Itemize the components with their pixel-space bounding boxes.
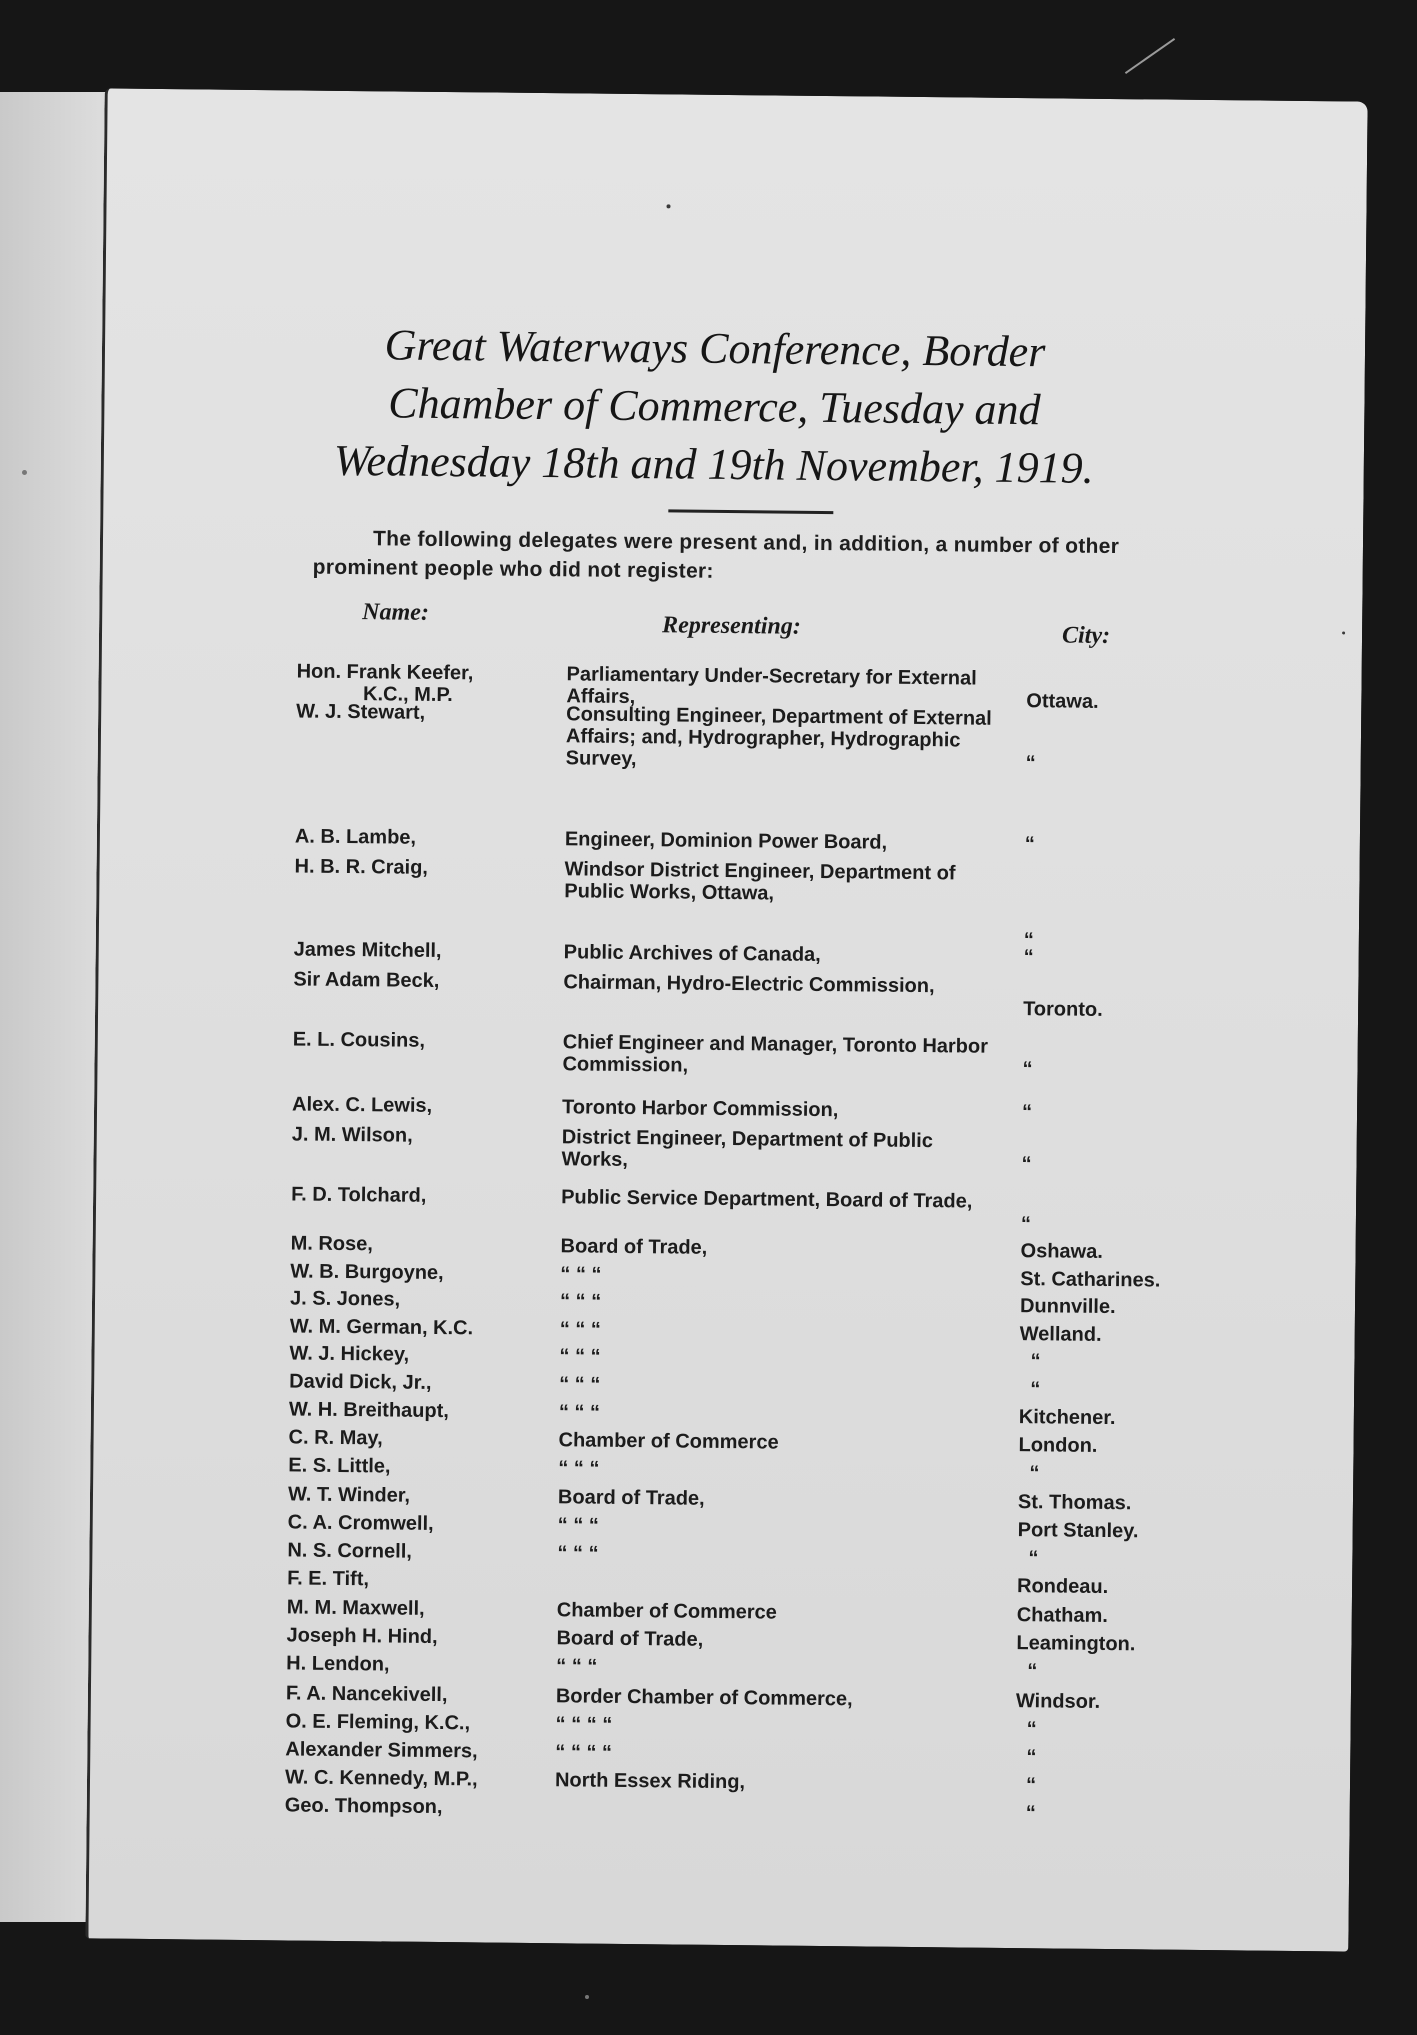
delegate-city: “ bbox=[1022, 1036, 1033, 1081]
delegate-city: “ bbox=[1023, 946, 1034, 969]
delegate-name: M. Rose, bbox=[290, 1232, 373, 1256]
delegate-representing: Chamber of Commerce bbox=[558, 1429, 779, 1454]
delegate-city: “ bbox=[1015, 1746, 1037, 1769]
delegate-representing: “ “ “ “ bbox=[555, 1741, 613, 1764]
delegate-row bbox=[291, 1123, 1212, 1176]
delegate-representing: Public Service Department, Board of Trade, bbox=[561, 1186, 973, 1213]
delegate-representing: Border Chamber of Commerce, bbox=[555, 1685, 853, 1711]
delegate-name: W. J. Hickey, bbox=[289, 1342, 410, 1366]
delegate-name: M. M. Maxwell, bbox=[286, 1596, 425, 1620]
delegate-city: Windsor. bbox=[1015, 1690, 1101, 1713]
delegate-city: St. Catharines. bbox=[1020, 1268, 1161, 1292]
delegate-city: Welland. bbox=[1019, 1323, 1102, 1346]
delegate-name: O. E. Fleming, K.C., bbox=[285, 1710, 471, 1735]
delegate-name: W. T. Winder, bbox=[287, 1483, 411, 1507]
delegate-city: “ bbox=[1018, 1462, 1040, 1485]
delegate-representing: Chief Engineer and Manager, Toronto Harbor Commission, bbox=[562, 1031, 989, 1077]
delegate-city: “ bbox=[1014, 1774, 1037, 1797]
delegate-representing: North Essex Riding, bbox=[554, 1769, 746, 1794]
delegate-representing: Public Archives of Canada, bbox=[563, 941, 821, 966]
delegate-name: J. M. Wilson, bbox=[291, 1123, 413, 1147]
delegate-representing: Board of Trade, bbox=[557, 1486, 705, 1510]
delegate-representing: Board of Trade, bbox=[560, 1235, 708, 1259]
delegate-city: Rondeau. bbox=[1016, 1575, 1109, 1599]
delegate-name: F. E. Tift, bbox=[287, 1567, 370, 1591]
delegate-city: “ bbox=[1019, 1350, 1041, 1373]
delegate-representing: Chamber of Commerce bbox=[556, 1599, 777, 1624]
intro-paragraph: The following delegates were present and, in addition, a number of other prominent people who did not register: bbox=[312, 527, 1120, 583]
delegate-city: “ bbox=[1021, 1131, 1032, 1176]
delegate-name: F. A. Nancekivell, bbox=[285, 1682, 448, 1707]
delegate-city: “ bbox=[1017, 1547, 1039, 1570]
delegate-city: Toronto. bbox=[1023, 976, 1103, 1021]
delegate-name: E. L. Cousins, bbox=[292, 1028, 426, 1052]
delegate-representing bbox=[557, 1570, 987, 1575]
paper-speck bbox=[1342, 631, 1345, 634]
delegate-representing: “ “ “ bbox=[559, 1318, 601, 1341]
delegate-name: Joseph H. Hind, bbox=[286, 1624, 438, 1649]
delegate-representing: Consulting Engineer, Department of External Affairs; and, Hydrographer, Hydrographic Survey, bbox=[565, 703, 992, 771]
delegate-representing: Chairman, Hydro-Electric Commission, bbox=[563, 971, 935, 998]
delegate-row bbox=[287, 1483, 1208, 1515]
delegate-representing: “ “ “ bbox=[557, 1514, 599, 1537]
delegate-name: C. R. May, bbox=[288, 1426, 383, 1450]
delegate-city: “ bbox=[1014, 1802, 1036, 1825]
delegate-name: H. Lendon, bbox=[286, 1652, 390, 1676]
delegate-representing: Board of Trade, bbox=[556, 1627, 704, 1651]
delegate-representing: Windsor District Engineer, Department of Public Works, Ottawa, bbox=[564, 858, 956, 905]
delegate-name: A. B. Lambe, bbox=[294, 825, 417, 849]
delegate-representing: “ “ “ “ bbox=[555, 1713, 613, 1736]
delegate-name: W. C. Kennedy, M.P., bbox=[284, 1766, 478, 1791]
column-header-name: Name: bbox=[362, 599, 430, 626]
delegate-representing: District Engineer, Department of Public Works, bbox=[561, 1126, 934, 1171]
delegate-representing: Toronto Harbor Commission, bbox=[561, 1096, 839, 1122]
delegate-city: Kitchener. bbox=[1018, 1406, 1116, 1430]
film-speck bbox=[22, 470, 27, 475]
delegate-representing: “ “ “ bbox=[558, 1401, 601, 1424]
delegate-city: Port Stanley. bbox=[1017, 1519, 1139, 1543]
delegate-city: “ bbox=[1016, 1660, 1038, 1683]
delegate-representing: “ “ “ bbox=[557, 1542, 599, 1565]
delegate-name: W. J. Stewart, bbox=[296, 700, 426, 724]
delegate-name: James Mitchell, bbox=[293, 938, 442, 963]
delegate-representing: Parliamentary Under-Secretary for External Affairs, bbox=[566, 663, 977, 709]
column-header-representing: Representing: bbox=[661, 612, 801, 640]
delegate-city: “ bbox=[1020, 1191, 1031, 1236]
delegate-name: N. S. Cornell, bbox=[287, 1539, 412, 1563]
delegate-city: “ bbox=[1023, 863, 1034, 952]
document-page bbox=[85, 88, 1367, 1951]
film-scratch bbox=[1125, 38, 1175, 74]
delegate-name: H. B. R. Craig, bbox=[294, 855, 429, 879]
delegate-city: “ bbox=[1015, 1718, 1037, 1741]
delegate-representing: “ “ “ bbox=[556, 1655, 598, 1678]
column-header-city: City: bbox=[1061, 622, 1111, 649]
delegate-row bbox=[294, 825, 1215, 856]
delegate-city: Oshawa. bbox=[1020, 1240, 1103, 1263]
delegate-representing: “ “ “ bbox=[559, 1373, 601, 1396]
delegate-city: Ottawa. bbox=[1026, 668, 1099, 713]
delegate-representing bbox=[555, 1797, 985, 1802]
delegate-name: W. B. Burgoyne, bbox=[290, 1260, 444, 1285]
delegate-row bbox=[291, 1093, 1212, 1124]
film-speck bbox=[585, 1995, 589, 1999]
delegate-city: “ bbox=[1019, 1378, 1041, 1401]
delegate-city: St. Thomas. bbox=[1017, 1491, 1132, 1515]
delegate-row bbox=[286, 1596, 1207, 1628]
document-title: Great Waterways Conference, Border Chamber of Commerce, Tuesday and Wednesday 18th and 19th November, 1919. bbox=[333, 320, 1094, 493]
delegate-city: Chatham. bbox=[1016, 1604, 1109, 1628]
delegate-city: “ bbox=[1025, 708, 1036, 775]
delegate-representing: “ “ “ bbox=[559, 1290, 602, 1313]
delegate-name: Alexander Simmers, bbox=[285, 1738, 478, 1763]
delegate-row bbox=[293, 968, 1214, 1021]
delegate-name: Geo. Thompson, bbox=[284, 1794, 443, 1819]
delegate-representing: “ “ “ bbox=[560, 1263, 602, 1286]
delegate-name: C. A. Cromwell, bbox=[287, 1511, 434, 1535]
delegate-row bbox=[285, 1682, 1206, 1713]
delegate-representing: “ “ “ bbox=[559, 1345, 601, 1368]
delegate-city: “ bbox=[1021, 1101, 1033, 1124]
delegate-name: J. S. Jones, bbox=[289, 1287, 401, 1311]
delegate-name: F. D. Tolchard, bbox=[291, 1183, 427, 1207]
delegate-city: Leamington. bbox=[1016, 1632, 1136, 1656]
title-divider bbox=[668, 509, 833, 514]
delegate-representing: Engineer, Dominion Power Board, bbox=[564, 828, 888, 854]
delegate-city: London. bbox=[1018, 1434, 1098, 1457]
delegate-name: W. M. German, K.C. bbox=[289, 1315, 474, 1340]
delegate-city: “ bbox=[1024, 833, 1035, 856]
delegate-name: Hon. Frank Keefer, K.C., M.P. bbox=[296, 660, 474, 707]
delegate-city: Dunnville. bbox=[1019, 1295, 1116, 1319]
delegate-name: Sir Adam Beck, bbox=[293, 968, 440, 992]
delegate-name: David Dick, Jr., bbox=[289, 1370, 432, 1394]
delegate-name: E. S. Little, bbox=[288, 1454, 391, 1478]
delegate-row bbox=[292, 1028, 1213, 1081]
paper-speck bbox=[666, 204, 670, 208]
delegate-name: W. H. Breithaupt, bbox=[288, 1398, 450, 1423]
delegate-name: Alex. C. Lewis, bbox=[291, 1093, 433, 1117]
delegate-representing: “ “ “ bbox=[558, 1457, 600, 1480]
delegate-row bbox=[291, 1183, 1211, 1236]
